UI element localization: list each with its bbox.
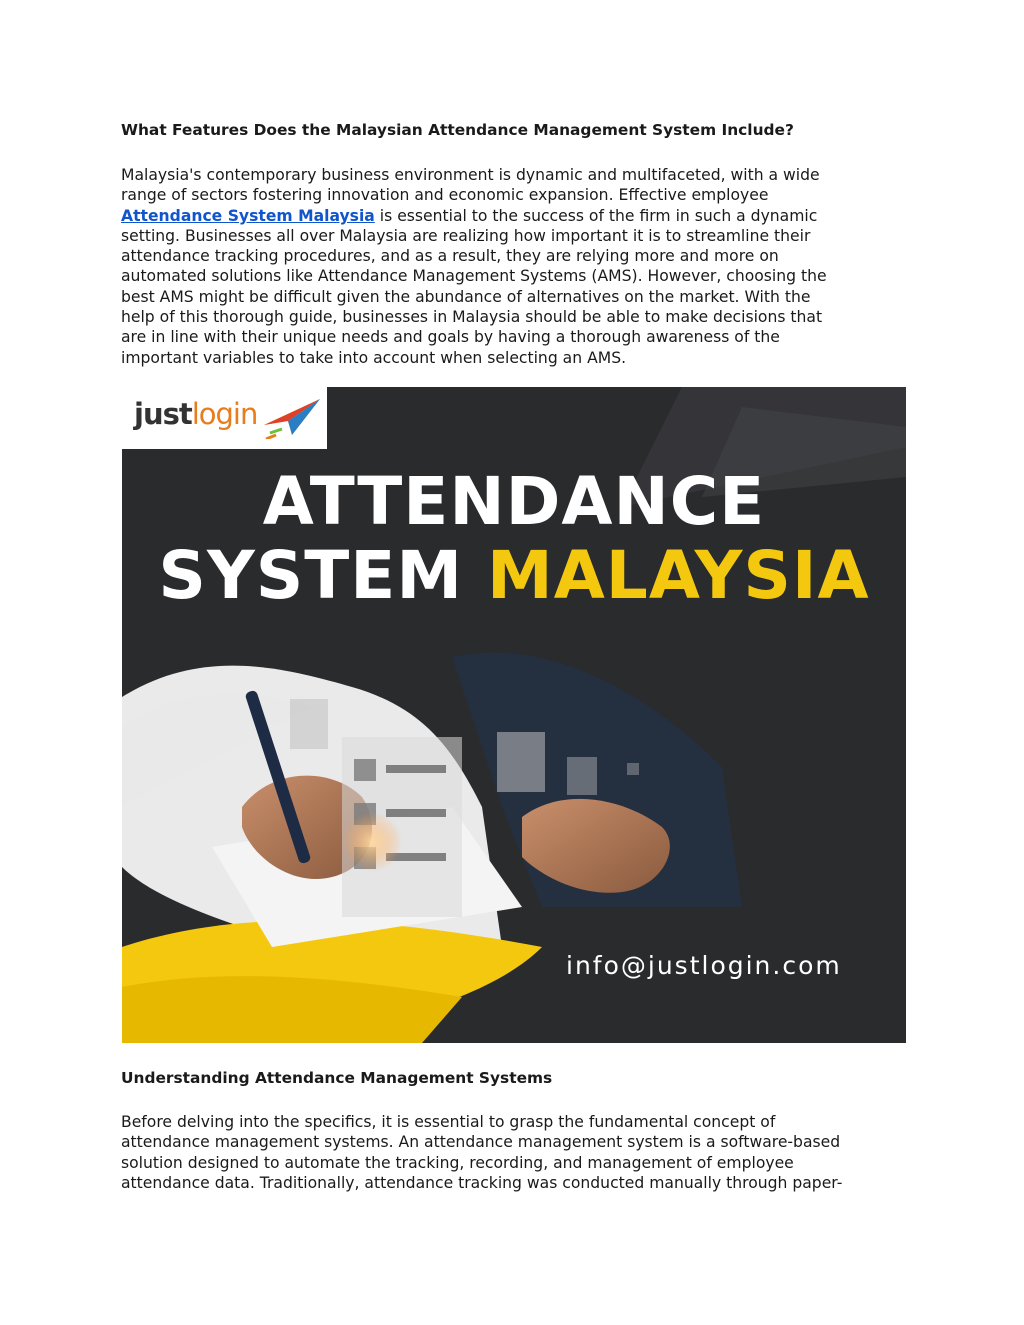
section-line: attendance data. Traditionally, attendance tracking was conducted manually through paper- (121, 1173, 843, 1192)
paper-plane-icon (262, 395, 322, 439)
banner-title-line1: ATTENDANCE (262, 463, 766, 540)
attendance-system-banner-image (122, 387, 906, 1043)
attendance-system-malaysia-link[interactable]: Attendance System Malaysia (121, 206, 375, 225)
pen-glow (342, 812, 402, 872)
intro-line: best AMS might be difficult given the abundance of alternatives on the market. With the (121, 287, 811, 306)
floating-checklist-icon (567, 757, 597, 795)
intro-line: help of this thorough guide, businesses in Malaysia should be able to make decisions that (121, 308, 823, 327)
intro-line: are in line with their unique needs and goals by having a thorough awareness of the (121, 328, 780, 347)
intro-line: range of sectors fostering innovation and economic expansion. Effective employee (121, 186, 769, 205)
banner-title-system: SYSTEM (158, 537, 464, 614)
justlogin-logo-text: justlogin (134, 397, 258, 431)
article-title: What Features Does the Malaysian Attendance Management System Include? (121, 121, 794, 139)
intro-line: Malaysia's contemporary business environment is dynamic and multifaceted, with a wide (121, 166, 820, 184)
intro-line-rest: is essential to the success of the firm in such a dynamic (374, 206, 818, 225)
banner-title-malaysia: MALAYSIA (487, 537, 870, 614)
intro-line: important variables to take into account when selecting an AMS. (121, 348, 627, 367)
intro-line: setting. Businesses all over Malaysia are realizing how important it is to streamline their (121, 226, 811, 245)
intro-paragraph (121, 165, 911, 368)
intro-line: automated solutions like Attendance Management Systems (AMS). However, choosing the (121, 267, 827, 286)
holo-checkbox (354, 759, 376, 781)
banner-email: info@justlogin.com (566, 951, 842, 980)
section-line: attendance management systems. An attendance management system is a software-based (121, 1133, 841, 1152)
floating-checklist-icon (497, 732, 545, 792)
holo-line (386, 809, 446, 817)
section-line: Before delving into the specifics, it is essential to grasp the fundamental concept of (121, 1113, 776, 1131)
holo-line (386, 765, 446, 773)
intro-line: attendance tracking procedures, and as a result, they are relying more and more on (121, 247, 779, 266)
floating-checklist-icon (290, 699, 328, 749)
section-heading: Understanding Attendance Management Systems (121, 1069, 553, 1087)
justlogin-logo (122, 387, 327, 449)
section-line: solution designed to automate the tracking, recording, and management of employee (121, 1153, 794, 1172)
section-paragraph (121, 1112, 911, 1193)
intro-line-with-link (121, 206, 911, 226)
banner-title-line2 (122, 537, 906, 614)
floating-checklist-icon (627, 763, 639, 775)
